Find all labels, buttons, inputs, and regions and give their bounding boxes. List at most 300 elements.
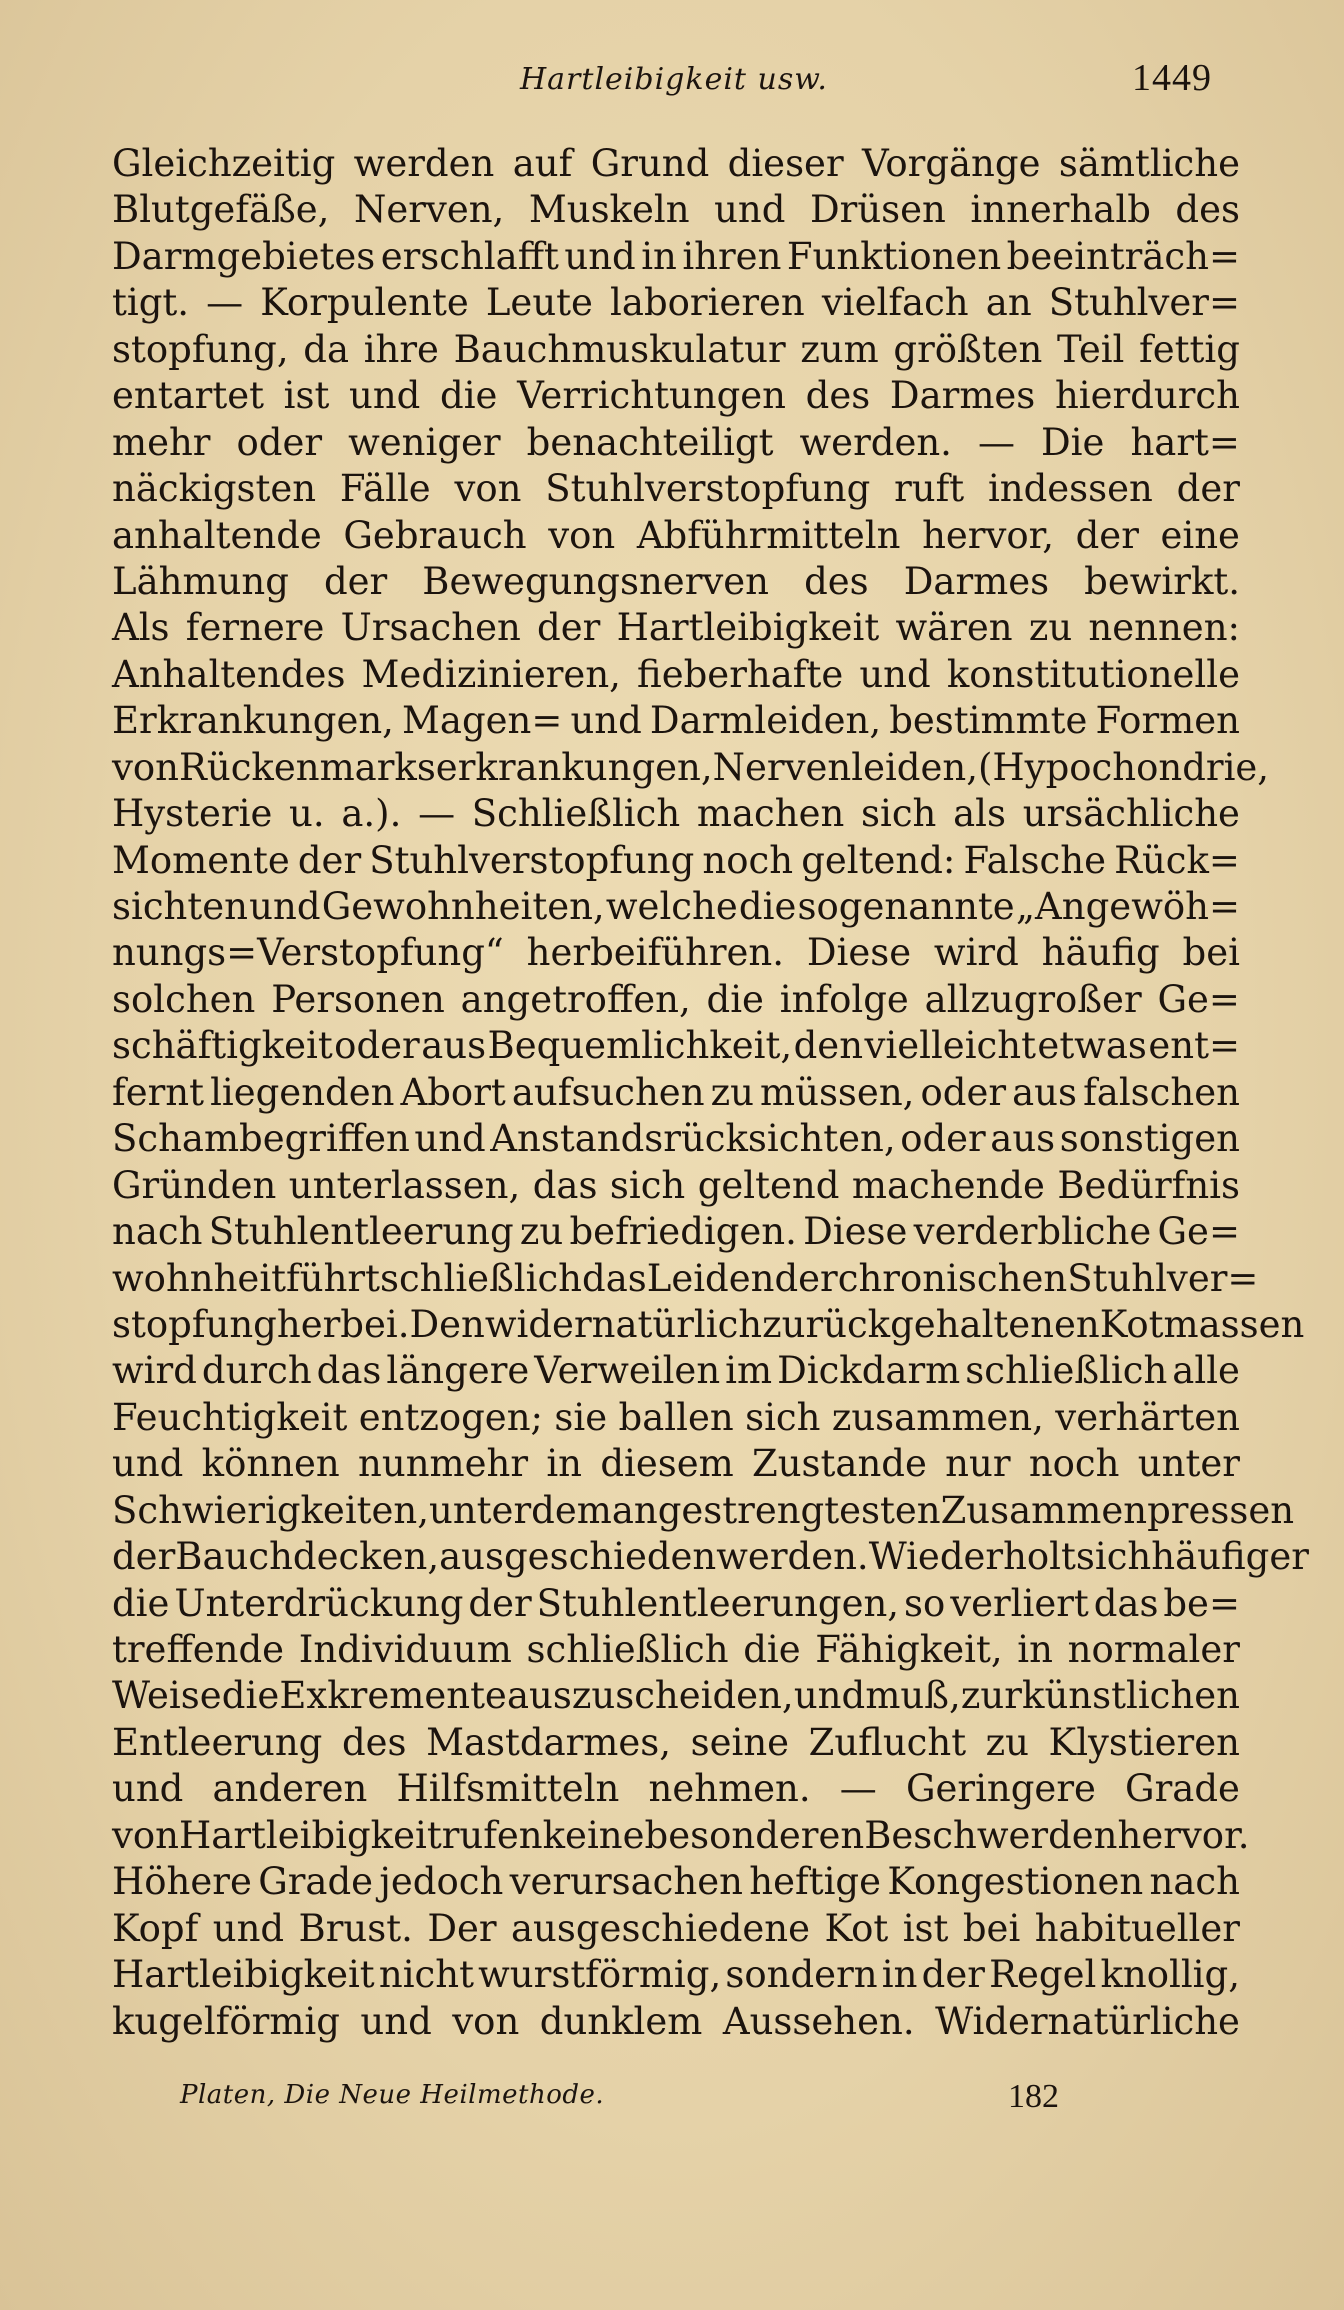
word: werden.: [799, 420, 952, 464]
word: des: [1175, 188, 1240, 232]
signature-mark: 182: [1008, 2078, 1059, 2115]
word: zu: [985, 1720, 1029, 1764]
word: und: [112, 1442, 184, 1486]
word: Falsche: [963, 838, 1106, 882]
word: die: [221, 1674, 280, 1718]
word: ursächliche: [1022, 792, 1240, 836]
word: weniger: [348, 420, 501, 464]
word: Stuhlverstopfung: [545, 467, 871, 511]
word: Grade: [258, 1860, 374, 1904]
word: oder: [236, 420, 323, 464]
word: bestimmte: [889, 699, 1088, 743]
word: näckigsten: [112, 467, 317, 511]
word: der: [297, 838, 362, 882]
word: nehmen.: [648, 1767, 811, 1811]
text-line: [112, 187, 1240, 233]
word: anhaltende: [112, 513, 322, 557]
word: oder: [920, 1070, 1007, 1114]
word: Entleerung: [112, 1720, 323, 1764]
text-line: [112, 1813, 1250, 1859]
word: Aussehen.: [722, 1999, 915, 2043]
word: bei: [1182, 931, 1240, 975]
word: Zuflucht: [808, 1720, 967, 1764]
word: auszuscheiden,: [507, 1674, 794, 1718]
word: vielfach: [821, 281, 969, 325]
word: Verweilen: [534, 1349, 721, 1393]
word: —: [206, 281, 244, 325]
word: sondern: [725, 1953, 878, 1997]
word: a.).: [341, 792, 402, 836]
word: „Angewöh=: [1015, 885, 1240, 928]
word: im: [725, 1349, 773, 1393]
word: sie: [554, 1395, 608, 1439]
word: fernt: [112, 1070, 204, 1114]
word: werden.: [716, 1535, 869, 1579]
word: schäftigkeit: [112, 1024, 333, 1068]
word: Grade: [1125, 1767, 1240, 1811]
word: hierdurch: [1054, 374, 1240, 418]
word: Korpulente: [260, 281, 469, 325]
word: zur: [960, 1674, 1022, 1718]
word: das: [582, 1256, 647, 1300]
word: die: [706, 977, 764, 1021]
word: Hilfsmitteln: [396, 1767, 620, 1811]
word: müssen,: [760, 1070, 915, 1114]
word: das: [1093, 1581, 1159, 1625]
word: innerhalb: [970, 188, 1151, 232]
word: des: [804, 559, 869, 603]
word: von: [112, 745, 180, 789]
word: geltend: [697, 1163, 840, 1207]
word: erschlafft: [380, 234, 559, 278]
word: benachteiligt: [526, 420, 774, 464]
word: Diese: [803, 1210, 908, 1254]
word: Bauchmuskulatur: [453, 327, 786, 371]
word: in: [1017, 1628, 1053, 1671]
word: Wiederholt: [868, 1535, 1076, 1579]
word: etwas: [1037, 1024, 1147, 1068]
word: ausgeschiedene: [511, 1906, 811, 1950]
word: indessen: [987, 467, 1153, 511]
word: Nerven,: [353, 188, 505, 232]
text-line: [112, 1023, 1240, 1069]
text-line: [112, 1859, 1240, 1905]
text-line: [112, 1581, 1240, 1627]
word: von: [548, 513, 616, 557]
word: Erkrankungen,: [112, 699, 394, 743]
word: ist: [902, 1906, 949, 1950]
word: unterlassen,: [288, 1163, 521, 1207]
word: Abführmitteln: [636, 513, 901, 557]
text-line: [112, 1720, 1240, 1766]
word: Ge=: [1157, 1210, 1240, 1254]
word: und: [349, 374, 421, 418]
body-text: [112, 141, 1309, 2045]
text-line: [112, 280, 1240, 326]
word: ihren: [682, 234, 782, 278]
word: aus: [421, 1024, 487, 1068]
word: und: [360, 1999, 432, 2043]
word: Muskeln: [528, 188, 690, 232]
word: mehr: [112, 420, 211, 464]
text-line: [112, 1952, 1240, 1998]
word: Hartleibigkeit: [112, 1953, 375, 1997]
word: diesem: [600, 1442, 734, 1486]
word: allzugroßer: [924, 977, 1142, 1021]
word: der: [468, 1581, 532, 1625]
word: aus: [990, 1117, 1056, 1161]
word: Lähmung: [112, 559, 289, 603]
word: Hysterie: [112, 792, 273, 836]
word: Als: [112, 606, 170, 650]
word: Stuhlentleerung: [208, 1210, 514, 1254]
word: können: [201, 1442, 340, 1486]
word: Stuhlentleerungen,: [536, 1581, 900, 1625]
word: machen: [696, 792, 845, 836]
word: Ge=: [1157, 977, 1240, 1021]
word: und: [714, 188, 786, 232]
word: stopfung,: [112, 327, 289, 371]
word: Feuchtigkeit: [112, 1395, 348, 1439]
word: besonderen: [644, 1813, 865, 1857]
word: Funktionen: [786, 234, 1002, 278]
word: das: [532, 1163, 598, 1207]
word: Zustande: [752, 1442, 927, 1486]
text-line: [112, 838, 1240, 884]
word: u.: [289, 792, 325, 836]
word: angestrengtesten: [611, 1488, 941, 1532]
text-line: [112, 605, 1240, 651]
word: führt: [286, 1256, 380, 1300]
word: Blutgefäße,: [112, 188, 330, 232]
word: verursachen: [509, 1860, 743, 1904]
word: machende: [851, 1163, 1045, 1207]
text-line: [112, 1441, 1240, 1487]
word: Formen: [1095, 699, 1240, 743]
word: eine: [1160, 513, 1240, 557]
text-line: [112, 1256, 1259, 1302]
text-line: [112, 698, 1240, 744]
word: schließlich: [965, 1349, 1168, 1393]
text-line: [112, 513, 1240, 559]
word: Weise: [112, 1674, 222, 1718]
word: dunklem: [539, 1999, 703, 2043]
word: Stuhlver=: [1067, 1256, 1259, 1300]
word: sämtliche: [1058, 142, 1240, 185]
word: in: [641, 234, 677, 278]
text-line: [112, 1673, 1240, 1719]
word: Personen: [271, 977, 445, 1021]
word: nicht: [378, 1953, 474, 1997]
word: ihre: [363, 327, 439, 371]
word: verhärten: [1055, 1395, 1240, 1439]
word: Abort: [400, 1070, 506, 1114]
word: Dickdarm: [777, 1349, 961, 1393]
page-number: 1449: [1132, 57, 1212, 99]
word: sichten: [112, 885, 248, 928]
word: Anhaltendes: [112, 652, 346, 696]
word: Individuum: [298, 1628, 512, 1671]
word: geltend:: [801, 838, 956, 882]
word: herbei.: [276, 1302, 410, 1346]
word: sich: [1075, 1535, 1152, 1579]
word: Leiden: [646, 1256, 775, 1300]
word: und: [793, 1674, 866, 1718]
word: von: [454, 467, 522, 511]
word: widernatürlich: [484, 1302, 763, 1346]
word: ent=: [1148, 1024, 1240, 1068]
word: zu: [519, 1210, 564, 1254]
word: Diese: [806, 931, 912, 975]
word: chronischen: [837, 1256, 1068, 1300]
text-line: [112, 1163, 1240, 1209]
word: der: [1075, 513, 1139, 557]
word: stopfung: [112, 1302, 277, 1346]
word: Bauchdecken,: [175, 1535, 440, 1579]
word: (Hypochondrie,: [977, 745, 1270, 789]
word: laborieren: [610, 281, 805, 325]
word: häufiger: [1151, 1535, 1309, 1579]
word: Stuhlverstopfung: [369, 838, 695, 882]
running-head: Hartleibigkeit usw.: [520, 62, 828, 97]
text-line: [112, 745, 1270, 791]
text-line: [112, 977, 1240, 1023]
word: Kotmassen: [1099, 1302, 1305, 1346]
word: aus: [1012, 1070, 1078, 1114]
word: —: [839, 1767, 877, 1811]
word: Kot: [824, 1906, 889, 1950]
word: Rückenmarkserkrankungen,: [179, 745, 713, 789]
text-line: [112, 1070, 1240, 1116]
word: Fähigkeit,: [815, 1628, 1003, 1671]
text-line: [112, 1534, 1309, 1580]
word: längere: [386, 1349, 530, 1393]
word: Magen=: [402, 699, 563, 743]
word: nunmehr: [358, 1442, 529, 1486]
word: zu: [1028, 606, 1073, 650]
word: be=: [1163, 1581, 1240, 1625]
word: Gründen: [112, 1163, 277, 1207]
word: bewirkt.: [1084, 559, 1240, 603]
word: unter: [1137, 1442, 1240, 1486]
word: und: [564, 234, 636, 278]
text-line: [112, 1395, 1240, 1441]
word: welche: [605, 885, 738, 928]
word: fieberhafte: [637, 652, 844, 696]
word: Bewegungsnerven: [422, 559, 770, 603]
footer-title: Platen, Die Neue Heilmethode.: [180, 2080, 605, 2110]
word: normaler: [1067, 1628, 1240, 1671]
word: sonstigen: [1059, 1117, 1240, 1161]
word: des: [341, 1720, 407, 1764]
text-line: [112, 1116, 1240, 1162]
word: Kopf: [112, 1906, 199, 1950]
word: nennen:: [1088, 606, 1240, 650]
word: so: [904, 1581, 946, 1625]
word: alle: [1172, 1349, 1240, 1393]
word: Vorgänge: [862, 142, 1041, 185]
word: ruft: [894, 467, 965, 511]
text-line: [112, 930, 1240, 976]
word: wären: [895, 606, 1013, 650]
word: Bequemlichkeit,: [487, 1024, 793, 1068]
word: der: [1176, 467, 1240, 511]
word: tigt.: [112, 281, 190, 325]
word: und: [212, 1906, 285, 1950]
word: muß,: [865, 1674, 961, 1718]
word: hervor,: [922, 513, 1055, 557]
word: größten: [893, 327, 1043, 371]
word: ballen: [618, 1395, 734, 1439]
text-line: [112, 373, 1240, 419]
word: Bedürfnis: [1057, 1163, 1240, 1207]
word: rufen: [441, 1813, 543, 1857]
word: ist: [283, 374, 330, 418]
word: der: [112, 1535, 176, 1579]
word: durch: [201, 1349, 312, 1393]
word: zusammen,: [831, 1395, 1044, 1439]
word: beeinträch=: [1006, 234, 1240, 278]
word: Hartleibigkeit: [179, 1813, 442, 1857]
word: der: [323, 559, 388, 603]
word: befriedigen.: [569, 1210, 797, 1254]
text-line: [112, 1906, 1240, 1952]
word: Anstandsrücksichten,: [490, 1117, 896, 1161]
word: kugelförmig: [112, 1999, 340, 2043]
word: knollig,: [1100, 1953, 1240, 1997]
word: und: [414, 1117, 486, 1161]
word: Gebrauch: [343, 513, 527, 557]
word: Klystieren: [1048, 1720, 1240, 1764]
word: bei: [962, 1906, 1021, 1950]
word: ausgeschieden: [439, 1535, 717, 1579]
word: Ursachen: [340, 606, 521, 650]
word: schließlich: [379, 1256, 583, 1300]
word: infolge: [779, 977, 909, 1021]
word: nach: [1149, 1860, 1240, 1904]
word: wird: [933, 931, 1019, 975]
word: Momente: [112, 838, 290, 882]
word: Grund: [590, 142, 710, 185]
word: der: [921, 1953, 985, 1997]
word: Rück=: [1114, 838, 1240, 882]
word: wird: [112, 1349, 197, 1393]
word: Zusammenpressen: [940, 1488, 1295, 1532]
word: Kongestionen: [887, 1860, 1144, 1904]
word: herbeiführen.: [526, 931, 785, 975]
word: der: [774, 1256, 838, 1300]
word: Exkremente: [279, 1674, 507, 1718]
word: hart=: [1130, 420, 1240, 464]
word: auf: [512, 142, 573, 185]
word: nur: [945, 1442, 1011, 1486]
word: unter: [429, 1488, 532, 1532]
word: sich: [609, 1163, 686, 1207]
word: des: [805, 374, 871, 418]
text-line: [112, 466, 1240, 512]
text-line: [112, 1488, 1295, 1534]
word: Leute: [485, 281, 593, 325]
word: solchen: [112, 977, 256, 1021]
word: Medizinieren,: [361, 652, 621, 696]
word: künstlichen: [1022, 1674, 1240, 1718]
word: Darmes: [889, 374, 1036, 418]
text-line: [112, 652, 1240, 698]
word: häufig: [1041, 931, 1160, 975]
word: verderbliche: [913, 1210, 1152, 1254]
word: die: [738, 885, 797, 928]
text-line: [112, 884, 1240, 930]
word: und: [859, 652, 931, 696]
word: wurstförmig,: [478, 1953, 722, 1997]
word: Verrichtungen: [517, 374, 787, 418]
text-line: [112, 1766, 1240, 1812]
word: Geringere: [905, 1767, 1096, 1811]
word: Fälle: [339, 467, 431, 511]
word: und: [570, 699, 642, 743]
word: von: [112, 1813, 180, 1857]
word: —: [418, 792, 456, 836]
word: treffende: [112, 1628, 285, 1671]
word: Hartleibigkeit: [616, 606, 880, 650]
word: Schwierigkeiten,: [112, 1488, 430, 1532]
word: habitueller: [1034, 1906, 1240, 1950]
word: sich: [745, 1395, 821, 1439]
word: schließlich: [526, 1628, 729, 1671]
word: Nervenleiden,: [712, 745, 978, 789]
word: fernere: [185, 606, 325, 650]
word: in: [881, 1953, 918, 1997]
word: Gewohnheiten,: [321, 885, 605, 928]
word: Drüsen: [809, 188, 946, 232]
word: falschen: [1083, 1070, 1240, 1114]
text-line: [112, 791, 1240, 837]
word: der: [537, 606, 601, 650]
word: dem: [531, 1488, 612, 1532]
word: sich: [861, 792, 937, 836]
text-line: [112, 327, 1240, 373]
word: entzogen;: [358, 1395, 543, 1439]
word: Darmes: [903, 559, 1050, 603]
word: Gleichzeitig: [112, 142, 336, 185]
word: wohnheit: [112, 1256, 287, 1300]
word: die: [440, 374, 498, 418]
word: Teil: [1057, 327, 1125, 371]
word: Höhere: [112, 1860, 252, 1904]
word: zu: [710, 1070, 754, 1114]
word: zum: [800, 327, 879, 371]
word: Brust.: [298, 1906, 413, 1950]
word: anderen: [212, 1767, 368, 1811]
word: die: [112, 1581, 170, 1625]
word: und: [112, 1767, 184, 1811]
text-line: [112, 1209, 1240, 1255]
word: Schambegriffen: [112, 1117, 410, 1161]
word: jedoch: [379, 1860, 504, 1904]
word: —: [977, 420, 1015, 464]
text-line: [112, 1999, 1240, 2045]
word: Die: [1041, 420, 1105, 464]
word: Regel: [989, 1953, 1097, 1997]
word: Der: [427, 1906, 497, 1950]
word: konstitutionelle: [946, 652, 1240, 696]
text-line: [112, 1302, 1305, 1348]
text-line: [112, 1627, 1240, 1673]
word: noch: [702, 838, 794, 882]
word: Unterdrückung: [174, 1581, 464, 1625]
word: Stuhlver=: [1048, 281, 1240, 325]
word: an: [985, 281, 1032, 325]
